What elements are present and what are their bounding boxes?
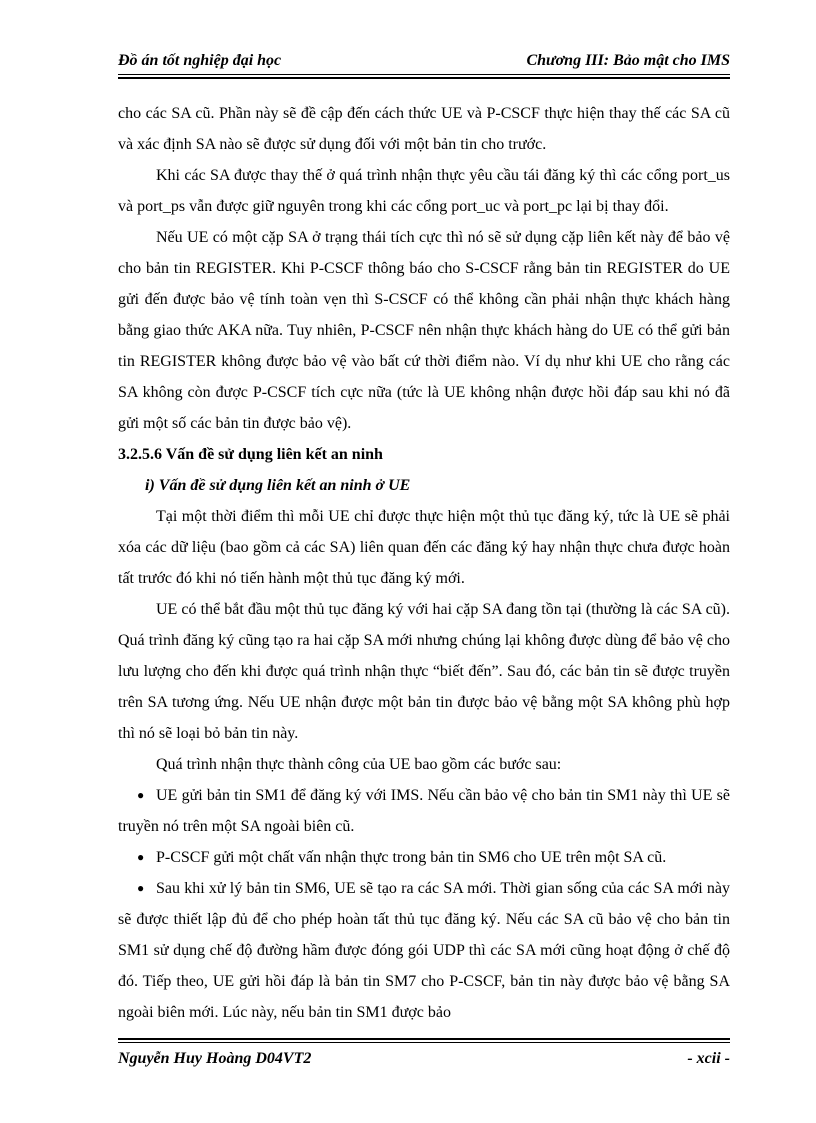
footer-author: Nguyễn Huy Hoàng D04VT2 <box>118 1050 312 1067</box>
steps-list <box>118 780 730 1028</box>
paragraph-single-registration: Tại một thời điểm thì mỗi UE chỉ được thực hiện một thủ tục đăng ký, tức là UE sẽ phải xóa các dữ liệu (bao gồm cả các SA) liên quan đến các đăng ký hay nhận thực chưa được hoàn tất trước đó khi nó tiến hành một thủ tục đăng ký mới. <box>118 508 730 587</box>
header-rule-thin <box>118 74 730 75</box>
paragraph-port-change: Khi các SA được thay thế ở quá trình nhận thực yêu cầu tái đăng ký thì các cổng port_us và port_ps vẫn được giữ nguyên trong khi các cổng port_uc và port_pc lại bị thay đổi. <box>118 167 730 215</box>
subsection-heading: i) Vấn đề sử dụng liên kết an ninh ở UE <box>145 477 411 494</box>
section-heading: 3.2.5.6 Vấn đề sử dụng liên kết an ninh <box>118 446 383 463</box>
header-chapter-title: Chương III: Bảo mật cho IMS <box>526 52 730 69</box>
footer-page-number: - xcii - <box>687 1050 730 1067</box>
header-rule-thick <box>118 77 730 79</box>
footer-rule-thick <box>118 1038 730 1040</box>
footer-rule-thin <box>118 1042 730 1043</box>
paragraph-active-sa: Nếu UE có một cặp SA ở trạng thái tích cực thì nó sẽ sử dụng cặp liên kết này để bảo vệ cho bản tin REGISTER. Khi P-CSCF thông báo cho S-CSCF rằng bản tin REGISTER do UE gửi đến được bảo vệ tính toàn vẹn thì S-CSCF có thể không cần phải nhận thực khách hàng bằng giao thức AKA nữa. Tuy nhiên, P-CSCF nên nhận thực khách hàng do UE có thể gửi bản tin REGISTER không được bảo vệ vào bất cứ thời điểm nào. Ví dụ như khi UE cho rằng các SA không còn được P-CSCF tích cực nữa (tức là UE không nhận được hồi đáp sau khi nó đã gửi một số các bản tin được bảo vệ). <box>118 229 730 432</box>
page-footer <box>118 1038 730 1068</box>
list-item: ● Sau khi xử lý bản tin SM6, UE sẽ tạo ra các SA mới. Thời gian sống của các SA mới này sẽ được thiết lập đủ để cho phép hoàn tất thủ tục đăng ký. Nếu các SA cũ bảo vệ cho bản tin SM1 sử dụng chế độ đường hầm được đóng gói UDP thì các SA mới cũng hoạt động ở chế độ đó. Tiếp theo, UE gửi hồi đáp là bản tin SM7 cho P-CSCF, bản tin này được bảo vệ bằng SA ngoài biên mới. Lúc này, nếu bản tin SM1 được bảo <box>118 873 730 1028</box>
bullet-icon: ● <box>137 788 145 802</box>
bullet-icon: ● <box>137 850 145 864</box>
paragraph-steps-intro: Quá trình nhận thực thành công của UE bao gồm các bước sau: <box>156 756 562 773</box>
header-document-title: Đồ án tốt nghiệp đại học <box>118 52 282 69</box>
page-body <box>118 98 730 1028</box>
list-item: ● UE gửi bản tin SM1 để đăng ký với IMS. Nếu cần bảo vệ cho bản tin SM1 này thì UE sẽ truyền nó trên một SA ngoài biên cũ. <box>118 780 730 842</box>
bullet-icon: ● <box>137 881 145 895</box>
page-header <box>118 50 730 74</box>
paragraph-continuation: cho các SA cũ. Phần này sẽ đề cập đến cách thức UE và P-CSCF thực hiện thay thế các SA cũ và xác định SA nào sẽ được sử dụng đối với một bản tin cho trước. <box>118 105 730 153</box>
list-item: ● P-CSCF gửi một chất vấn nhận thực trong bản tin SM6 cho UE trên một SA cũ. <box>118 842 730 873</box>
paragraph-two-sa-pairs: UE có thể bắt đầu một thủ tục đăng ký với hai cặp SA đang tồn tại (thường là các SA cũ). Quá trình đăng ký cũng tạo ra hai cặp SA mới nhưng chúng lại không được dùng để bảo vệ cho lưu lượng cho đến khi được quá trình nhận thực “biết đến”. Sau đó, các bản tin sẽ được truyền trên SA tương ứng. Nếu UE nhận được một bản tin được bảo vệ bằng một SA không phù hợp thì nó sẽ loại bỏ bản tin này. <box>118 601 730 742</box>
